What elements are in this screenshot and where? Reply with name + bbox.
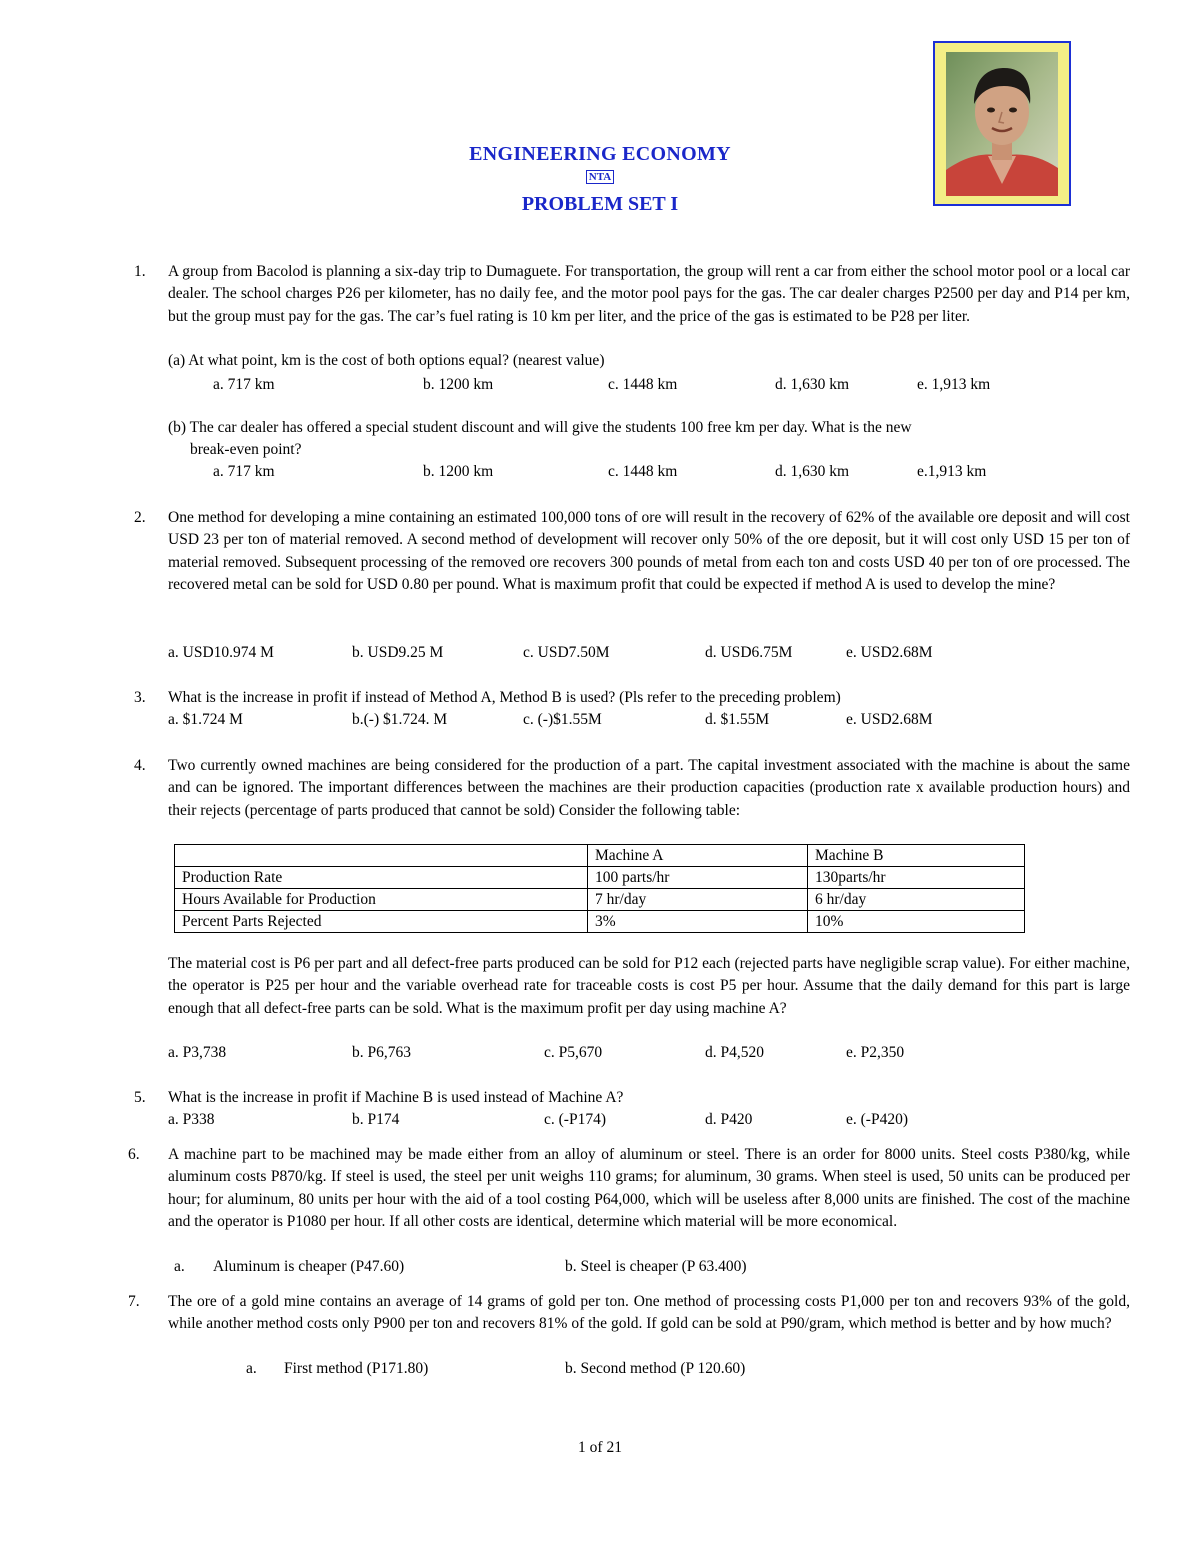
table-cell: Machine B xyxy=(808,845,1025,867)
table-cell: Machine A xyxy=(588,845,808,867)
problem-5-option-c: c. (-P174) xyxy=(544,1111,606,1128)
table-cell: Percent Parts Rejected xyxy=(175,911,588,933)
problem-1b-option-e: e.1,913 km xyxy=(917,463,987,480)
page-number: 1 of 21 xyxy=(578,1439,622,1456)
table-cell: 10% xyxy=(808,911,1025,933)
table-cell xyxy=(175,845,588,867)
table-cell: Production Rate xyxy=(175,867,588,889)
problem-5-number: 5. xyxy=(134,1089,146,1106)
problem-6-option-b: b. Steel is cheaper (P 63.400) xyxy=(565,1258,747,1275)
problem-4-text: Two currently owned machines are being considered for the production of a part. The capital investment associated with the machine is about the same and can be ignored. The important differences between the machines are their production capacities (production rate x available production hours) and their rejects (percentage of parts produced that cannot be sold) Consider the following table: xyxy=(168,757,1130,819)
problem-3-option-c: c. (-)$1.55M xyxy=(523,711,602,728)
problem-5-option-d: d. P420 xyxy=(705,1111,753,1128)
problem-1a-option-d: d. 1,630 km xyxy=(775,376,850,393)
table-cell: Hours Available for Production xyxy=(175,889,588,911)
problem-1a-option-e: e. 1,913 km xyxy=(917,376,991,393)
problem-2-option-b: b. USD9.25 M xyxy=(352,644,444,661)
table-cell: 6 hr/day xyxy=(808,889,1025,911)
problem-7-text: The ore of a gold mine contains an average of 14 grams of gold per ton. One method of processing costs P1,000 per ton and recovers 93% of the gold, while another method costs only P900 per ton and recovers 81% of the gold. If gold can be sold at P90/gram, which method is better and by how much? xyxy=(168,1293,1130,1333)
table-row xyxy=(175,889,1025,911)
table-cell: 100 parts/hr xyxy=(588,867,808,889)
problem-3-option-b: b.(-) $1.724. M xyxy=(352,711,448,728)
problem-5-option-a: a. P338 xyxy=(168,1111,215,1128)
problem-7-option-a: First method (P171.80) xyxy=(284,1360,429,1377)
problem-2-option-a: a. USD10.974 M xyxy=(168,644,274,661)
document-title: ENGINEERING ECONOMY xyxy=(469,143,731,165)
problem-4-text-after: The material cost is P6 per part and all defect-free parts produced can be sold for P12 each (rejected parts have negligible scrap value). For either machine, the operator is P25 per hour and the variable overhead rate for traceable costs is cost P5 per hour. Assume that the daily demand for this part is large enough that all defect-free parts can be sold. What is the maximum profit per day using machine A? xyxy=(168,955,1130,1017)
problem-4-number: 4. xyxy=(134,757,146,774)
problem-3-option-e: e. USD2.68M xyxy=(846,711,933,728)
problem-6-option-a-letter: a. xyxy=(174,1258,185,1275)
problem-3-text: What is the increase in profit if instead of Method A, Method B is used? (Pls refer to the preceding problem) xyxy=(168,689,841,706)
author-initials: NTA xyxy=(0,171,1200,183)
machine-comparison-table xyxy=(174,844,1025,933)
problem-7-number: 7. xyxy=(128,1293,140,1310)
problem-1a-option-c: c. 1448 km xyxy=(608,376,678,393)
table-cell: 7 hr/day xyxy=(588,889,808,911)
problem-1a-option-a: a. 717 km xyxy=(213,376,275,393)
problem-1b-option-c: c. 1448 km xyxy=(608,463,678,480)
problem-1-number: 1. xyxy=(134,263,146,280)
problem-4-option-d: d. P4,520 xyxy=(705,1044,764,1061)
problem-3-number: 3. xyxy=(134,689,146,706)
table-header-row xyxy=(175,845,1025,867)
problem-5-option-e: e. (-P420) xyxy=(846,1111,908,1128)
problem-2-option-d: d. USD6.75M xyxy=(705,644,793,661)
problem-5-option-b: b. P174 xyxy=(352,1111,400,1128)
problem-1b-option-a: a. 717 km xyxy=(213,463,275,480)
problem-1b-text: (b) The car dealer has offered a special student discount and will give the students 100 free km per day. What is the new xyxy=(168,419,912,436)
problem-1b-text-cont: break-even point? xyxy=(190,441,302,458)
problem-6-number: 6. xyxy=(128,1146,140,1163)
problem-3-option-d: d. $1.55M xyxy=(705,711,770,728)
problem-2-text: One method for developing a mine containing an estimated 100,000 tons of ore will result in the recovery of 62% of the available ore deposit and will cost USD 23 per ton of material removed. A second method of development will recover only 50% of the ore deposit, but it will cost only USD 15 per ton of material removed. Subsequent processing of the removed ore recovers 300 pounds of metal from each ton and costs USD 40 per ton of ore processed. The recovered metal can be sold for USD 0.80 per pound. What is maximum profit that could be expected if method A is used to develop the mine? xyxy=(168,509,1130,594)
problem-4-option-a: a. P3,738 xyxy=(168,1044,227,1061)
problem-1a-option-b: b. 1200 km xyxy=(423,376,494,393)
problem-2-number: 2. xyxy=(134,509,146,526)
problem-4-option-e: e. P2,350 xyxy=(846,1044,905,1061)
problem-1-text: A group from Bacolod is planning a six-day trip to Dumaguete. For transportation, the group will rent a car from either the school motor pool or a local car dealer. The school charges P26 per kilometer, has no daily fee, and the motor pool pays for the gas. The car dealer charges P2500 per day and P14 per km, but the group must pay for the gas. The car’s fuel rating is 10 km per liter, and the price of the gas is estimated to be P28 per liter. xyxy=(168,263,1130,325)
table-row xyxy=(175,911,1025,933)
problem-6-text: A machine part to be machined may be made either from an alloy of aluminum or steel. There is an order for 8000 units. Steel costs P380/kg, while aluminum costs P870/kg. If steel is used, the steel per unit weighs 110 grams; for aluminum, 30 grams. When steel is used, 50 units can be produced per hour; for aluminum, 80 units per hour with the aid of a tool costing P64,000, which will be useless after 8,000 units are finished. The cost of the machine and the operator is P1080 per hour. If all other costs are identical, determine which material will be more economical. xyxy=(168,1146,1130,1231)
problem-2-option-e: e. USD2.68M xyxy=(846,644,933,661)
table-cell: 3% xyxy=(588,911,808,933)
problem-6-option-a: Aluminum is cheaper (P47.60) xyxy=(213,1258,405,1275)
table-cell: 130parts/hr xyxy=(808,867,1025,889)
problem-4-option-c: c. P5,670 xyxy=(544,1044,603,1061)
document-subtitle: PROBLEM SET I xyxy=(521,193,679,215)
problem-7-option-a-letter: a. xyxy=(246,1360,257,1377)
problem-2-option-c: c. USD7.50M xyxy=(523,644,610,661)
problem-1b-option-b: b. 1200 km xyxy=(423,463,494,480)
problem-3-option-a: a. $1.724 M xyxy=(168,711,243,728)
problem-7-option-b: b. Second method (P 120.60) xyxy=(565,1360,746,1377)
problem-5-text: What is the increase in profit if Machine B is used instead of Machine A? xyxy=(168,1089,624,1106)
problem-1b-option-d: d. 1,630 km xyxy=(775,463,850,480)
problem-4-option-b: b. P6,763 xyxy=(352,1044,411,1061)
problem-1a-text: (a) At what point, km is the cost of both options equal? (nearest value) xyxy=(168,352,605,369)
table-row xyxy=(175,867,1025,889)
